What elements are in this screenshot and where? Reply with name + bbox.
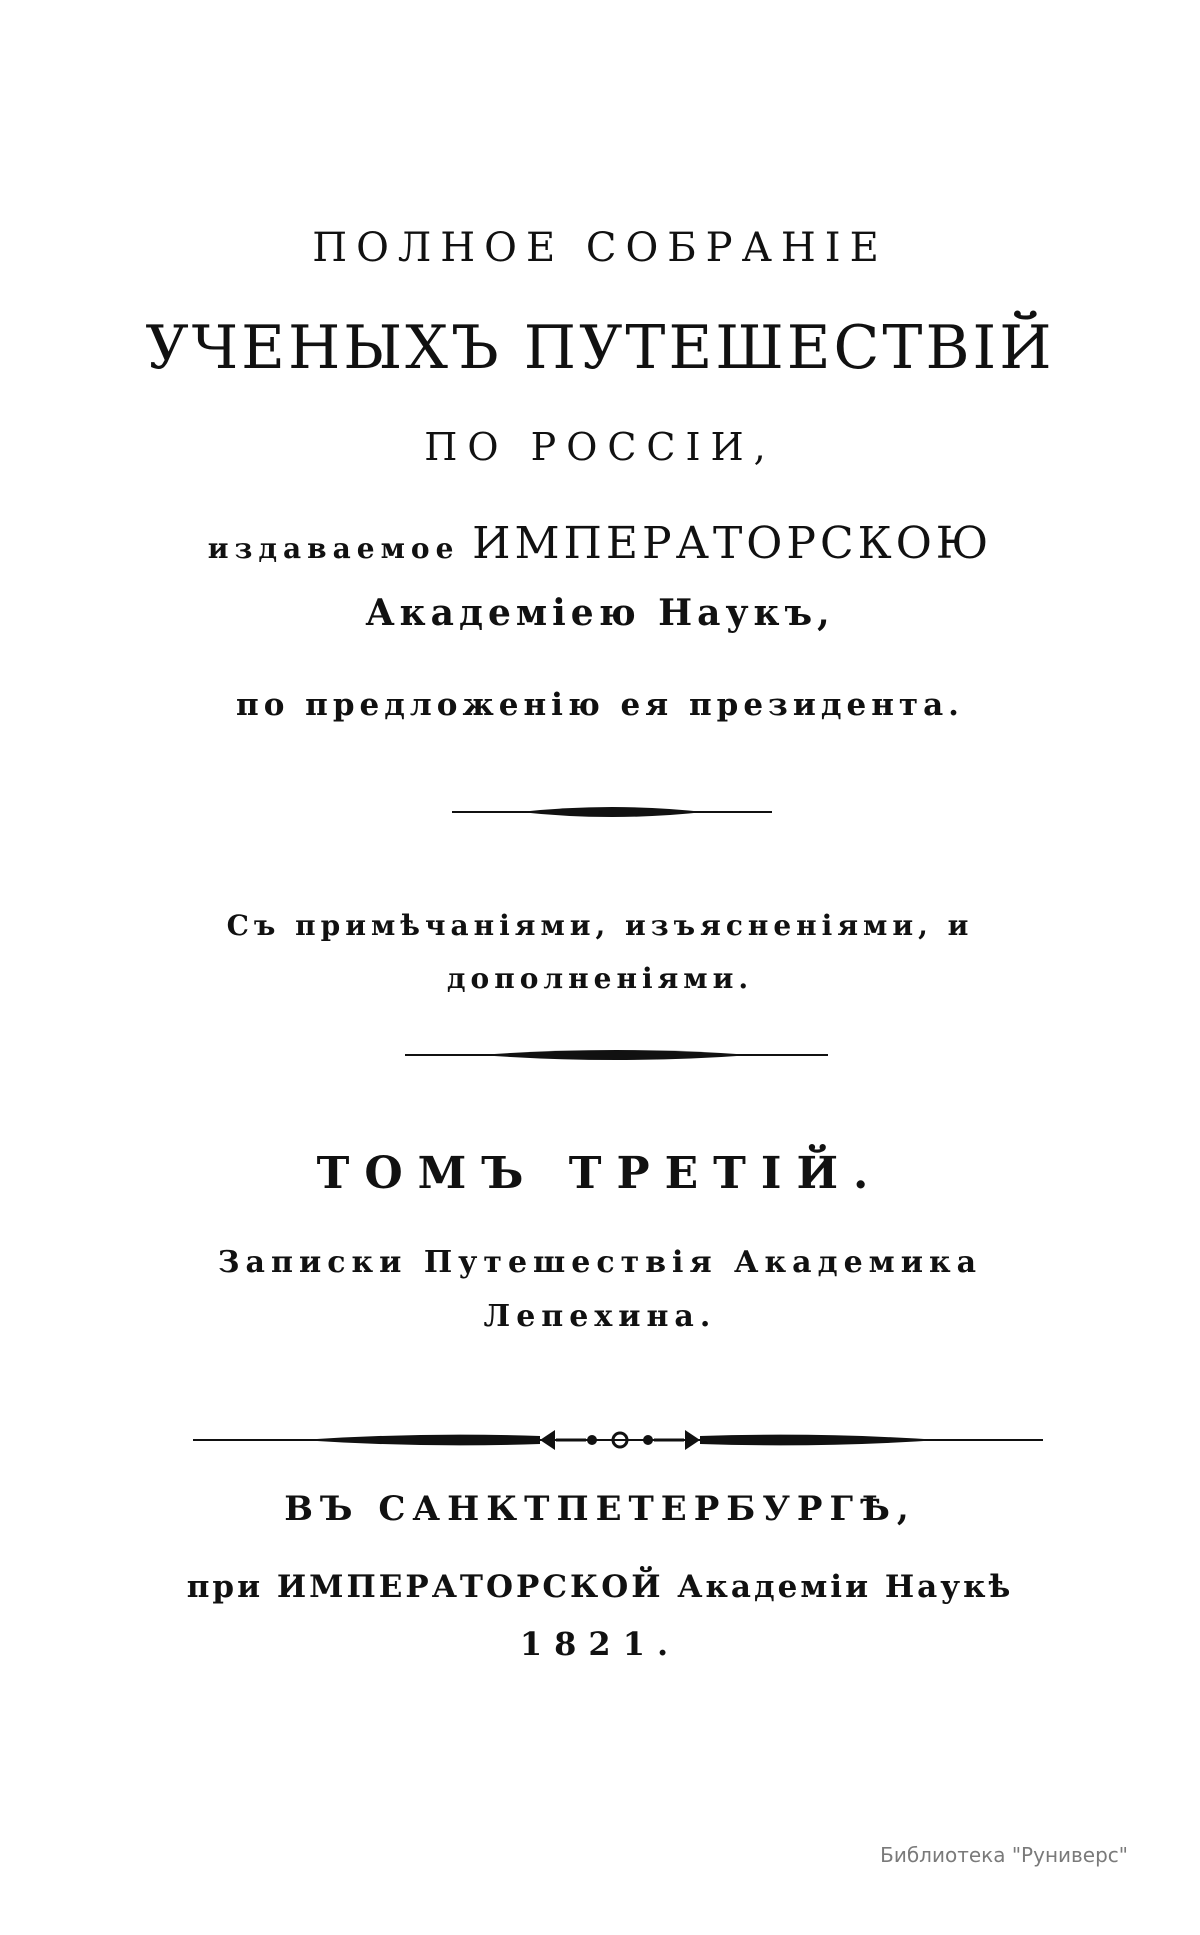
publisher-line-prefix: издаваемое <box>207 532 460 565</box>
volume-subtitle-1: Записки Путешествія Академика <box>217 1245 983 1280</box>
title-line-2: УЧЕНЫХЪ ПУТЕШЕСТВІЙ <box>145 313 1055 383</box>
divider-rule-2 <box>405 1050 828 1060</box>
notes-line-1: Съ примѣчаніями, изъясненіями, и <box>226 909 974 942</box>
library-watermark: Библиотека "Руниверс" <box>880 1843 1128 1867</box>
imprint-press: при ИМПЕРАТОРСКОЙ Академіи Наукѣ <box>186 1569 1014 1605</box>
notes-line-2: дополненіями. <box>446 962 754 995</box>
academy-line: Академіею Наукъ, <box>365 592 835 634</box>
publisher-line-name: ИМПЕРАТОРСКОЮ <box>472 518 993 569</box>
title-line-1: ПОЛНОЕ СОБРАНІЕ <box>312 225 888 271</box>
divider-rule-1 <box>452 807 772 817</box>
title-line-3: ПО РОССІИ, <box>424 425 776 469</box>
imprint-city: ВЪ САНКТПЕТЕРБУРГѢ, <box>284 1489 916 1529</box>
imprint-year: 1821. <box>519 1625 681 1663</box>
divider-rule-3 <box>193 1430 1043 1450</box>
president-line: по предложенію ея президента. <box>236 687 964 723</box>
volume-title: ТОМЪ ТРЕТІЙ. <box>316 1148 884 1199</box>
volume-subtitle-2: Лепехина. <box>483 1299 717 1334</box>
